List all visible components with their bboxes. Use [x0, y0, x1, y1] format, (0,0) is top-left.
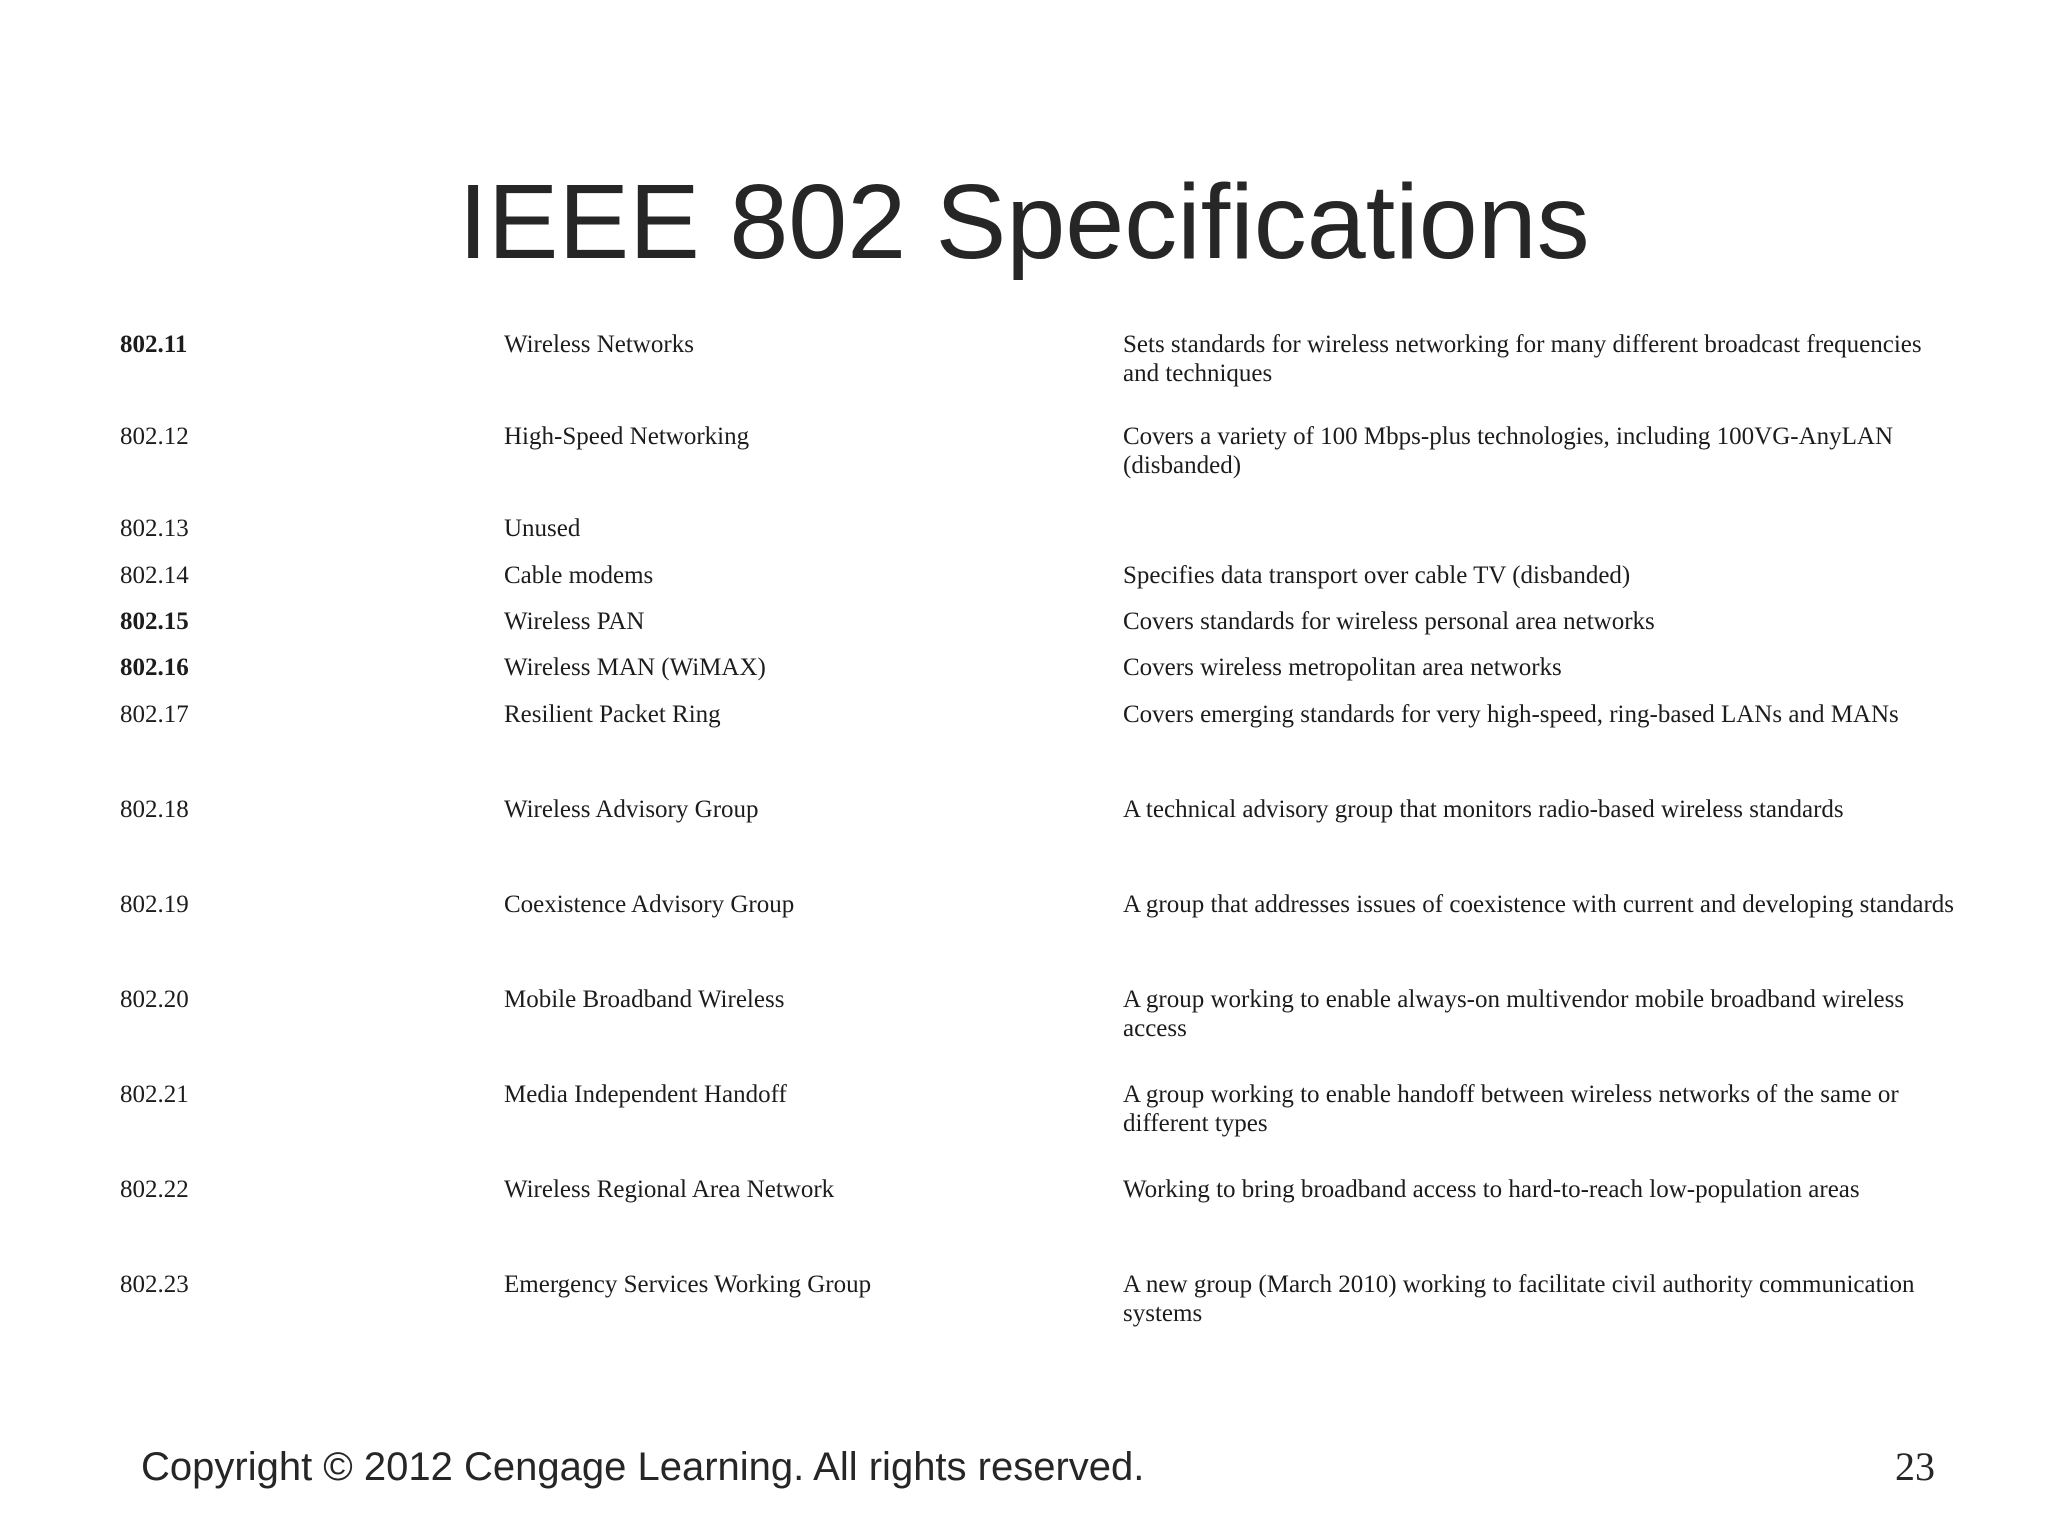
spec-name: Cable modems [504, 562, 654, 589]
table-row [120, 1270, 1960, 1365]
table-row [120, 607, 1960, 653]
spec-table [120, 330, 1960, 1365]
spec-description: Covers emerging standards for very high-speed, ring-based LANs and MANs [1123, 701, 1899, 728]
spec-description: Specifies data transport over cable TV (disbanded) [1123, 562, 1631, 589]
spec-description: Covers a variety of 100 Mbps-plus technologies, including 100VG-AnyLAN (disbanded) [1123, 423, 1894, 479]
spec-name: Wireless MAN (WiMAX) [504, 654, 766, 681]
slide-title: IEEE 802 Specifications [458, 163, 1590, 281]
table-row [120, 561, 1960, 607]
spec-description: A technical advisory group that monitors radio-based wireless standards [1123, 796, 1844, 823]
table-row [120, 422, 1960, 514]
spec-number: 802.14 [120, 562, 189, 589]
spec-description: Working to bring broadband access to hard-to-reach low-population areas [1123, 1176, 1860, 1203]
table-row [120, 985, 1960, 1080]
spec-name: Wireless Networks [504, 331, 694, 358]
spec-number: 802.13 [120, 515, 189, 542]
spec-number: 802.12 [120, 423, 189, 450]
spec-description: A group working to enable always-on multivendor mobile broadband wireless access [1123, 986, 1905, 1042]
spec-number: 802.15 [120, 608, 189, 635]
spec-description: A group that addresses issues of coexistence with current and developing standards [1123, 891, 1955, 918]
spec-name: Emergency Services Working Group [504, 1271, 872, 1298]
spec-description: Covers wireless metropolitan area networks [1123, 654, 1562, 681]
spec-name: Media Independent Handoff [504, 1081, 787, 1108]
table-row [120, 653, 1960, 700]
spec-number: 802.17 [120, 701, 189, 728]
spec-name: Wireless PAN [504, 608, 645, 635]
spec-name: Coexistence Advisory Group [504, 891, 795, 918]
table-row [120, 1080, 1960, 1175]
table-row [120, 514, 1960, 561]
page-number: 23 [1895, 1444, 1935, 1489]
spec-name: Mobile Broadband Wireless [504, 986, 785, 1013]
spec-description: A group working to enable handoff between wireless networks of the same or different types [1123, 1081, 1899, 1137]
spec-number: 802.23 [120, 1271, 189, 1298]
table-row [120, 330, 1960, 422]
spec-description: Covers standards for wireless personal area networks [1123, 608, 1655, 635]
spec-name: Resilient Packet Ring [504, 701, 721, 728]
spec-number: 802.19 [120, 891, 189, 918]
copyright-notice: Copyright © 2012 Cengage Learning. All rights reserved. [141, 1445, 1145, 1489]
spec-number: 802.11 [120, 331, 188, 358]
spec-number: 802.22 [120, 1176, 189, 1203]
table-row [120, 890, 1960, 985]
spec-number: 802.16 [120, 654, 189, 681]
table-row [120, 700, 1960, 795]
spec-name: Wireless Regional Area Network [504, 1176, 835, 1203]
spec-name: Unused [504, 515, 581, 542]
table-row [120, 795, 1960, 890]
spec-description: Sets standards for wireless networking for many different broadcast frequencies and techniques [1123, 331, 1922, 387]
spec-number: 802.18 [120, 796, 189, 823]
spec-description [1123, 514, 1960, 561]
spec-number: 802.21 [120, 1081, 189, 1108]
spec-name: Wireless Advisory Group [504, 796, 759, 823]
spec-description: A new group (March 2010) working to facilitate civil authority communication systems [1123, 1271, 1915, 1327]
table-row [120, 1175, 1960, 1270]
spec-number: 802.20 [120, 986, 189, 1013]
spec-name: High-Speed Networking [504, 423, 750, 450]
